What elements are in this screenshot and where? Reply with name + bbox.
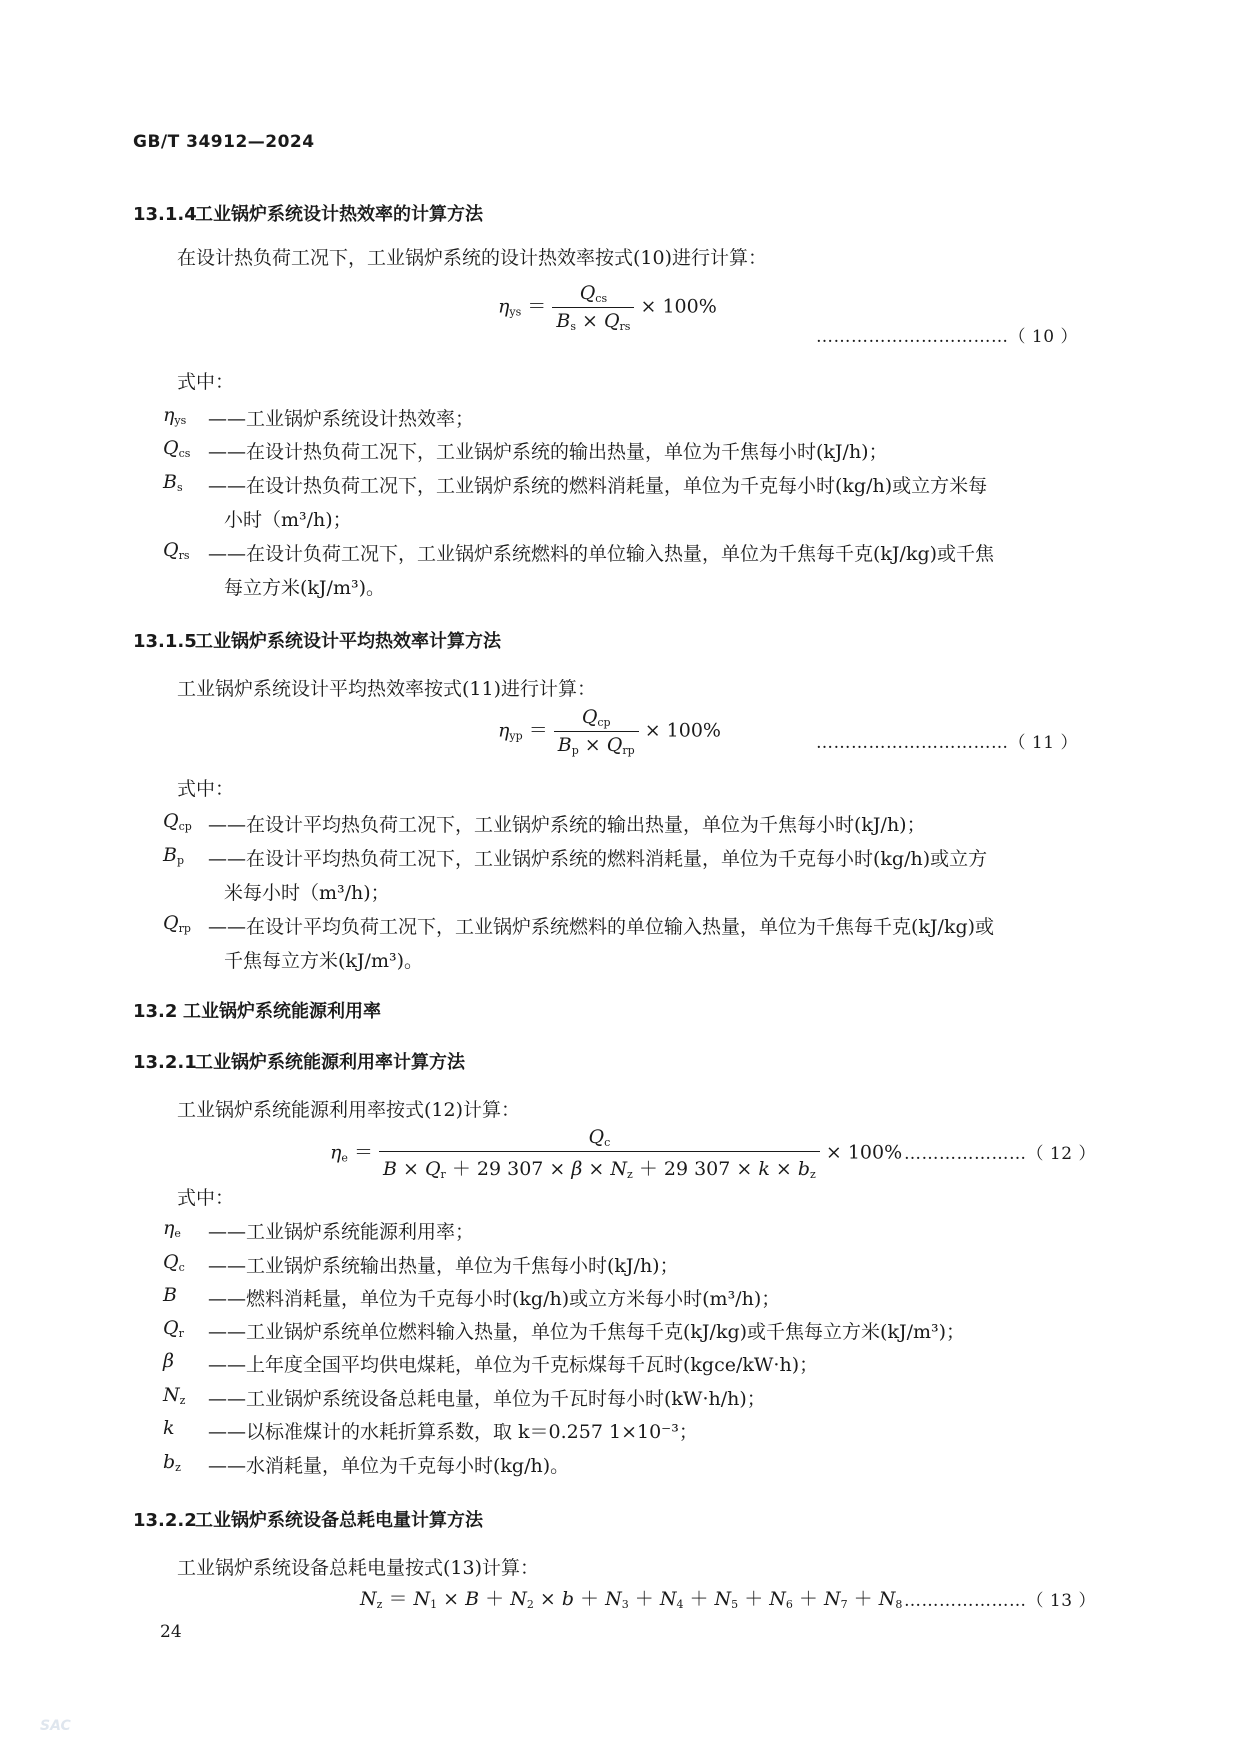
equation-number-13: …………………（ 13 ）: [904, 1591, 1096, 1611]
intro-paragraph: 在设计热负荷工况下，工业锅炉系统的设计热效率按式(10)进行计算：: [177, 247, 768, 269]
symbol-b: B: [163, 1284, 177, 1306]
definition: ——在设计热负荷工况下，工业锅炉系统的燃料消耗量，单位为千克每小时(kg/h)或立方米每: [208, 475, 988, 497]
where-label: 式中：: [177, 371, 235, 393]
equation-number-12: …………………（ 12 ）: [904, 1144, 1096, 1164]
symbol-k: k: [163, 1417, 175, 1439]
section-number: 13.2: [133, 1001, 178, 1022]
definition: ——工业锅炉系统能源利用率；: [208, 1221, 475, 1243]
intro-paragraph: 工业锅炉系统设计平均热效率按式(11)进行计算：: [177, 678, 597, 700]
symbol-eta-ys: $\eta_{ys}$: [163, 404, 187, 427]
definition: ——在设计热负荷工况下，工业锅炉系统的输出热量，单位为千焦每小时(kJ/h)；: [208, 441, 888, 463]
definition: ——在设计负荷工况下，工业锅炉系统燃料的单位输入热量，单位为千焦每千克(kJ/kg)或千焦: [208, 543, 995, 565]
where-label: 式中：: [177, 1187, 235, 1209]
section-title: 工业锅炉系统能源利用率: [183, 1001, 381, 1022]
symbol-beta: β: [163, 1350, 174, 1372]
symbol-q-cs: $Q_{cs}$: [163, 437, 191, 460]
definition: ——在设计平均热负荷工况下，工业锅炉系统的燃料消耗量，单位为千克每小时(kg/h)或立方: [208, 848, 988, 870]
formula-11: $\eta_{yp}$ ＝ $\frac{Q_{cp}}{B_p \times Q_{rp}}$ × 100%: [498, 706, 721, 757]
symbol-q-cp: $Q_{cp}$: [163, 810, 192, 833]
definition: ——在设计平均热负荷工况下，工业锅炉系统的输出热量，单位为千焦每小时(kJ/h)；: [208, 814, 926, 836]
symbol-b-p: $B_p$: [163, 844, 185, 867]
section-13-2-2-heading: [133, 1506, 483, 1532]
section-13-2-1-heading: [133, 1048, 465, 1074]
definition-continued: 每立方米(kJ/m³)。: [224, 577, 385, 599]
section-title: 工业锅炉系统设备总耗电量计算方法: [195, 1510, 483, 1531]
definition-continued: 千焦每立方米(kJ/m³)。: [224, 950, 423, 972]
formula-10: $\eta_{ys}$ ＝ $\frac{Q_{cs}}{B_s \times Q_{rs}}$ × 100%: [498, 282, 717, 333]
section-number: 13.1.4: [133, 204, 197, 225]
definition: ——在设计平均负荷工况下，工业锅炉系统燃料的单位输入热量，单位为千焦每千克(kJ/kg)或: [208, 916, 995, 938]
symbol-n-z: $N_z$: [163, 1384, 186, 1407]
symbol-b-s: $B_s$: [163, 471, 183, 494]
section-title: 工业锅炉系统能源利用率计算方法: [195, 1052, 465, 1073]
definition-continued: 米每小时（m³/h)；: [224, 882, 390, 904]
definition: ——工业锅炉系统输出热量，单位为千焦每小时(kJ/h)；: [208, 1255, 679, 1277]
where-label: 式中：: [177, 778, 235, 800]
section-title: 工业锅炉系统设计平均热效率计算方法: [195, 631, 501, 652]
section-13-2-heading: [133, 997, 381, 1023]
equation-number-10: ……………………………（ 10 ）: [816, 327, 1078, 347]
definition: ——水消耗量，单位为千克每小时(kg/h)。: [208, 1455, 570, 1477]
symbol-q-rp: $Q_{rp}$: [163, 912, 191, 935]
section-13-1-5-heading: [133, 627, 501, 653]
section-title: 工业锅炉系统设计热效率的计算方法: [195, 204, 483, 225]
definition: ——燃料消耗量，单位为千克每小时(kg/h)或立方米每小时(m³/h)；: [208, 1288, 781, 1310]
definition-continued: 小时（m³/h)；: [224, 509, 352, 531]
definition: ——工业锅炉系统设备总耗电量，单位为千瓦时每小时(kW·h/h)；: [208, 1388, 766, 1410]
section-number: 13.2.2: [133, 1510, 197, 1531]
formula-13: $N_z = N_1 \times B + N_2 \times b + N_3 + N_4 + N_5 + N_6 + N_7 + N_8$: [360, 1588, 903, 1611]
intro-paragraph: 工业锅炉系统能源利用率按式(12)计算：: [177, 1099, 521, 1121]
equation-number-11: ……………………………（ 11 ）: [816, 733, 1078, 753]
definition: ——以标准煤计的水耗折算系数，取 k＝0.257 1×10⁻³；: [208, 1421, 698, 1443]
watermark-logo-icon: SAC: [40, 1718, 71, 1734]
symbol-eta-e: $\eta_e$: [163, 1217, 181, 1240]
definition: ——工业锅炉系统设计热效率；: [208, 408, 475, 430]
formula-12: $\eta_e$ ＝ $\frac{Q_c}{B \times Q_r + 29 307 \times \beta \times N_z + 29 307 \times k \times b_z}$ × 100%: [330, 1126, 903, 1181]
symbol-q-r: $Q_r$: [163, 1317, 184, 1340]
section-number: 13.1.5: [133, 631, 197, 652]
section-number: 13.2.1: [133, 1052, 197, 1073]
definition: ——工业锅炉系统单位燃料输入热量，单位为千焦每千克(kJ/kg)或千焦每立方米(kJ/m³)；: [208, 1321, 966, 1343]
symbol-q-rs: $Q_{rs}$: [163, 539, 190, 562]
standard-number: GB/T 34912—2024: [133, 132, 315, 152]
symbol-b-z: $b_z$: [163, 1451, 181, 1474]
symbol-q-c: $Q_c$: [163, 1251, 185, 1274]
section-13-1-4-heading: [133, 200, 483, 226]
definition: ——上年度全国平均供电煤耗，单位为千克标煤每千瓦时(kgce/kW·h)；: [208, 1354, 819, 1376]
page-number: 24: [160, 1622, 182, 1642]
intro-paragraph: 工业锅炉系统设备总耗电量按式(13)计算：: [177, 1557, 540, 1579]
